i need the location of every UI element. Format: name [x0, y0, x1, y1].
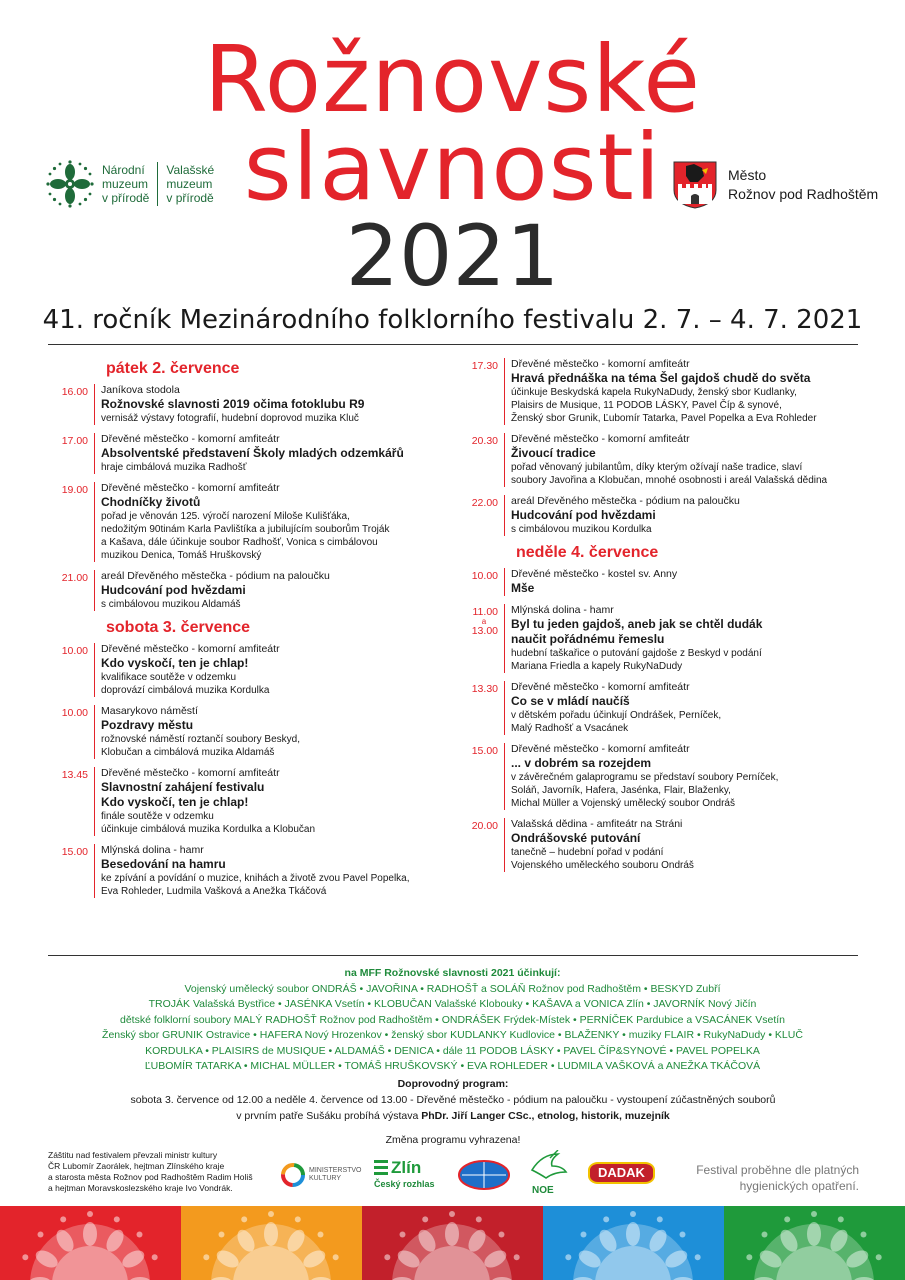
event-name: Pozdravy městu [101, 718, 194, 732]
program-event [458, 433, 868, 487]
performers-line: KORDULKA • PLAISIRS de MUSIQUE • ALDAMÁŠ • DENICA • dále 11 PODOB LÁSKY • PAVEL ČÍP&SYNOVÉ • PAVEL POPELKA [145, 1044, 760, 1057]
dadak-logo [588, 1162, 655, 1184]
title-year: 2021 [345, 207, 560, 305]
radio-name: Český rozhlas [374, 1179, 435, 1189]
event-place: Dřevěné městečko - komorní amfiteátr [101, 482, 280, 494]
program-event [458, 681, 868, 735]
event-description: doprovází cimbálová muzika Kordulka [101, 685, 270, 696]
event-place: Dřevěné městečko - komorní amfiteátr [511, 433, 690, 445]
day-heading: neděle 4. července [516, 544, 659, 561]
event-time-start: 11.00 [472, 606, 498, 618]
program-event [48, 705, 448, 759]
event-name: Hravá přednáška na téma Šel gajdoš chudě do světa [511, 371, 811, 385]
event-time [458, 433, 504, 487]
event-time [48, 384, 94, 425]
event-body [504, 818, 868, 872]
event-time [458, 818, 504, 872]
dadak-name: DADAK [588, 1162, 655, 1184]
event-body [504, 604, 868, 673]
event-time [458, 495, 504, 536]
event-body [94, 844, 448, 898]
hygiene-line: hygienických opatření. [739, 1179, 859, 1193]
patronage-line: ČR Lubomír Zaorálek, hejtman Zlínského kraje [48, 1161, 225, 1171]
event-name: Hudcování pod hvězdami [511, 508, 656, 522]
event-name: Besedování na hamru [101, 857, 226, 871]
event-description: Michal Müller a Vojenský umělecký soubor Ondráš [511, 798, 735, 809]
event-place: Dřevěné městečko - komorní amfiteátr [101, 643, 280, 655]
title-line-1: Rožnovské [204, 26, 701, 133]
event-time [48, 482, 94, 562]
ministry-logo [280, 1162, 362, 1188]
town-logo [672, 160, 878, 210]
band-tile [0, 1206, 181, 1280]
patronage-line: a hejtman Moravskoslezského kraje Ivo Vondrák. [48, 1183, 233, 1193]
noe-logo [528, 1150, 568, 1196]
event-time [458, 604, 504, 673]
zlin-logo [374, 1160, 435, 1189]
event-name: Ondrášovské putování [511, 831, 641, 845]
event-description: finále soutěže v odzemku [101, 811, 214, 822]
event-description: Soláň, Javorník, Hafera, Jasénka, Flair, Blaženky, [511, 785, 731, 796]
sponsor-logos [280, 1150, 670, 1200]
event-time-start: 10.00 [61, 645, 88, 657]
event-name: Slavnostní zahájení festivalu [101, 780, 265, 794]
event-description: rožnovské náměstí roztančí soubory Beskyd, [101, 734, 300, 745]
patronage-note [48, 1150, 268, 1194]
event-description: Ženský sbor Grunik, Ľubomír Tatarka, Pavel Popelka a Eva Rohleder [511, 413, 817, 424]
town-name-line: Město [728, 167, 767, 183]
program-event [48, 482, 448, 562]
event-name: Kdo vyskočí, ten je chlap! [101, 656, 249, 670]
program-left-column [48, 358, 448, 906]
event-body [94, 767, 448, 836]
program-event [48, 643, 448, 697]
event-description: kvalifikace soutěže v odzemku [101, 672, 237, 683]
performers-line: Ženský sbor GRUNIK Ostravice • HAFERA Nový Hrozenkov • ženský sbor KUDLANKY Kudlovice • BLAŽENKY • muziky FLAIR • RukyNaDudy • KLUČ [102, 1029, 803, 1041]
program-event [458, 818, 868, 872]
event-place: Dřevěné městečko - komorní amfiteátr [101, 767, 280, 779]
event-description: Plaisirs de Musique, 11 PODOB LÁSKY, Pavel Číp & synové, [511, 400, 782, 411]
event-time [458, 568, 504, 596]
patronage-line: a starosta města Rožnov pod Radhoštěm Radim Holiš [48, 1172, 253, 1182]
event-description: hudební taškařice o putování gajdoše z Beskyd v podání [511, 648, 762, 659]
globe-logo [458, 1160, 510, 1192]
logo-divider [157, 162, 158, 206]
event-description: s cimbálovou muzikou Kordulka [511, 524, 652, 535]
museum-name-line: muzeum [102, 177, 149, 191]
museum-logo [46, 160, 214, 208]
event-body [94, 705, 448, 759]
event-body [94, 384, 448, 425]
day-heading: sobota 3. července [106, 619, 251, 636]
accompanying-line: sobota 3. července od 12.00 a neděle 4. července od 13.00 - Dřevěné městečko - pódium na paloučku - vystoupení zúčastněných souborů [130, 1094, 776, 1106]
event-time-start: 16.00 [61, 386, 88, 398]
event-time [48, 433, 94, 474]
museum-name-line: Valašské [166, 163, 215, 177]
hygiene-line: Festival proběhne dle platných [696, 1163, 859, 1177]
program-right-column [458, 358, 868, 880]
divider-line [48, 955, 858, 956]
ministry-ring-icon [280, 1162, 306, 1188]
event-name: Byl tu jeden gajdoš, aneb jak se chtěl dudák [511, 617, 763, 631]
program-event [48, 433, 448, 474]
event-time-start: 19.00 [61, 484, 88, 496]
event-place: Mlýnská dolina - hamr [511, 604, 614, 616]
event-time-start: 15.00 [61, 846, 88, 858]
band-tile [181, 1206, 362, 1280]
event-time [458, 681, 504, 735]
event-place: Dřevěné městečko - komorní amfiteátr [511, 743, 690, 755]
event-place: areál Dřevěného městečka - pódium na paloučku [101, 570, 330, 582]
performers-heading: na MFF Rožnovské slavnosti 2021 účinkují: [344, 967, 561, 979]
museum-name-line: muzeum [166, 177, 213, 191]
zlin-icon [374, 1160, 388, 1176]
event-body [504, 743, 868, 810]
exhibition-prefix: v prvním patře Sušáku probíhá výstava [236, 1110, 422, 1122]
event-description: účinkuje cimbálová muzika Kordulka a Klobučan [101, 824, 316, 835]
event-body [94, 433, 448, 474]
event-name: Mše [511, 581, 535, 595]
folk-ornament-icon [181, 1206, 362, 1280]
event-place: Dřevěné městečko - komorní amfiteátr [101, 433, 280, 445]
event-place: Mlýnská dolina - hamr [101, 844, 204, 856]
divider-line [48, 344, 858, 345]
zlin-name: Zlín [391, 1158, 422, 1177]
event-time-start: 10.00 [61, 707, 88, 719]
patronage-line: Záštitu nad festivalem převzali ministr kultury [48, 1150, 218, 1160]
event-description: hraje cimbálová muzika Radhošť [101, 462, 247, 473]
accompanying-line [48, 1108, 858, 1124]
event-body [504, 568, 868, 596]
event-place: Valašská dědina - amfiteátr na Stráni [511, 818, 683, 830]
event-place: Dřevěné městečko - kostel sv. Anny [511, 568, 678, 580]
event-place: Dřevěné městečko - komorní amfiteátr [511, 358, 690, 370]
event-name: Absolventské představení Školy mladých odzemkářů [101, 446, 404, 460]
event-description: pořad věnovaný jubilantům, díky kterým ožívají naše tradice, slaví [511, 462, 803, 473]
folk-ornament-icon [0, 1206, 181, 1280]
event-description: Eva Rohleder, Ludmila Vašková a Anežka Tkáčová [101, 886, 327, 897]
museum-name-line: v přírodě [166, 191, 214, 205]
event-description: muzikou Denica, Tomáš Hruškovský [101, 550, 262, 561]
event-description: vernisáž výstavy fotografií, hudební doprovod muzika Kluč [101, 413, 359, 424]
globe-icon [458, 1160, 510, 1190]
band-tile [362, 1206, 543, 1280]
program-event [458, 495, 868, 536]
event-body [504, 681, 868, 735]
festival-subtitle: 41. ročník Mezinárodního folklorního festivalu 2. 7. – 4. 7. 2021 [42, 305, 863, 335]
folk-ornament-icon [543, 1206, 724, 1280]
event-body [504, 358, 868, 425]
folk-ornament-icon [362, 1206, 543, 1280]
event-description: Mariana Friedla a kapely RukyNaDudy [511, 661, 683, 672]
event-name: naučit pořádnému řemeslu [511, 632, 665, 646]
ministry-name: MINISTERSTVO KULTURY [309, 1167, 362, 1182]
event-body [504, 495, 868, 536]
exhibition-title: PhDr. Jiří Langer CSc., etnolog, historik, muzejník [421, 1110, 670, 1122]
accompanying-program [48, 1076, 858, 1148]
day-heading: pátek 2. července [106, 360, 240, 377]
dove-icon [528, 1150, 568, 1184]
event-description: ke zpívání a povídání o muzice, knihách a životě zvou Pavel Popelka, [101, 873, 410, 884]
folk-ornament-icon [724, 1206, 905, 1280]
performers-line: dětské folklorní soubory MALÝ RADHOŠŤ Rožnov pod Radhoštěm • ONDRÁŠEK Frýdek-Místek • PERNÍČEK Pardubice a VSACÁNEK Vsetín [119, 1013, 786, 1026]
event-body [94, 570, 448, 611]
program-event [48, 844, 448, 898]
event-time [48, 643, 94, 697]
event-place: Dřevěné městečko - komorní amfiteátr [511, 681, 690, 693]
event-time-second: 13.00 [471, 625, 498, 637]
event-time-start: 10.00 [471, 570, 498, 582]
event-time-start: 22.00 [471, 497, 498, 509]
event-time [48, 767, 94, 836]
event-time-start: 20.00 [471, 820, 498, 832]
event-place: Janíkova stodola [101, 384, 180, 396]
decorative-color-band [0, 1206, 905, 1280]
program-event [48, 570, 448, 611]
event-body [504, 433, 868, 487]
event-time [48, 570, 94, 611]
event-time [458, 743, 504, 810]
event-name: Hudcování pod hvězdami [101, 583, 246, 597]
event-time-start: 13.45 [61, 769, 88, 781]
event-time-start: 15.00 [471, 745, 498, 757]
program-event [458, 568, 868, 596]
event-place: Masarykovo náměstí [101, 705, 198, 717]
program-event [458, 358, 868, 425]
event-description: Malý Radhošť a Vsacánek [511, 723, 629, 734]
program-event [48, 767, 448, 836]
title-line-2: slavnosti [243, 114, 662, 221]
event-description: pořad je věnován 125. výročí narození Miloše Kulišťáka, [101, 511, 350, 522]
program-event [458, 743, 868, 810]
event-time-start: 21.00 [61, 572, 88, 584]
event-time [48, 844, 94, 898]
event-description: soubory Javořina a Klobučan, mnohé osobnosti i areál Valašská dědina [511, 475, 828, 486]
event-description: a Kašava, dále účinkuje soubor Radhošť, Vonica s cimbálovou [101, 537, 378, 548]
event-time-connector: a [481, 617, 487, 626]
program-change-note: Změna programu vyhrazena! [385, 1134, 521, 1146]
event-description: s cimbálovou muzikou Aldamáš [101, 599, 241, 610]
event-name: Živoucí tradice [511, 446, 596, 460]
event-description: nedožitým 90tinám Karla Pavlištíka a jubilujícím souborům Troják [101, 524, 390, 535]
accompanying-heading: Doprovodný program: [397, 1078, 509, 1090]
event-body [94, 482, 448, 562]
event-name: Rožnovské slavnosti 2019 očima fotoklubu R9 [101, 397, 365, 411]
event-time-start: 13.30 [471, 683, 498, 695]
noe-name: NOE [532, 1185, 554, 1196]
event-time-start: 20.30 [471, 435, 498, 447]
performers-line: TROJÁK Valašská Bystřice • JASÉNKA Vsetín • KLOBUČAN Valašské Klobouky • KAŠAVA a VONICA Zlín • JAVORNÍK Nový Jičín [148, 998, 757, 1010]
event-time-start: 17.00 [61, 435, 88, 447]
band-tile [724, 1206, 905, 1280]
program-event [458, 604, 868, 673]
event-time-start: 17.30 [471, 360, 498, 372]
program-event [48, 384, 448, 425]
event-time [458, 358, 504, 425]
town-crest-icon [672, 160, 718, 210]
performers-section [60, 966, 845, 1075]
event-description: v dětském pořadu účinkují Ondrášek, Perníček, [511, 710, 722, 721]
event-description: Vojenského uměleckého souboru Ondráš [511, 860, 694, 871]
event-description: tanečně – hudební pořad v podání [511, 847, 664, 858]
hygiene-note [669, 1162, 859, 1194]
event-name: Co se v mládí naučíš [511, 694, 630, 708]
event-name: Kdo vyskočí, ten je chlap! [101, 795, 249, 809]
flower-emblem-icon [46, 160, 94, 208]
town-name-line: Rožnov pod Radhoštěm [728, 186, 879, 202]
band-tile [543, 1206, 724, 1280]
event-description: v závěrečném galaprogramu se představí soubory Perníček, [511, 772, 779, 783]
event-name: Chodníčky životů [101, 495, 201, 509]
event-place: areál Dřevěného městečka - pódium na paloučku [511, 495, 740, 507]
event-name: ... v dobrém sa rozejdem [511, 756, 652, 770]
museum-name-line: Národní [102, 163, 145, 177]
performers-line: ĽUBOMÍR TATARKA • MICHAL MÜLLER • TOMÁŠ HRUŠKOVSKÝ • EVA ROHLEDER • LUDMILA VAŠKOVÁ a ANEŽKA TKÁČOVÁ [144, 1060, 761, 1072]
event-body [94, 643, 448, 697]
museum-name-line: v přírodě [102, 191, 150, 205]
event-description: účinkuje Beskydská kapela RukyNaDudy, ženský sbor Kudlanky, [511, 387, 797, 398]
performers-line: Vojenský umělecký soubor ONDRÁŠ • JAVOŘINA • RADHOŠŤ a SOLÁŇ Rožnov pod Radhoštěm • BESKYD Zubří [184, 982, 721, 995]
event-description: Klobučan a cimbálová muzika Aldamáš [101, 747, 275, 758]
event-time [48, 705, 94, 759]
